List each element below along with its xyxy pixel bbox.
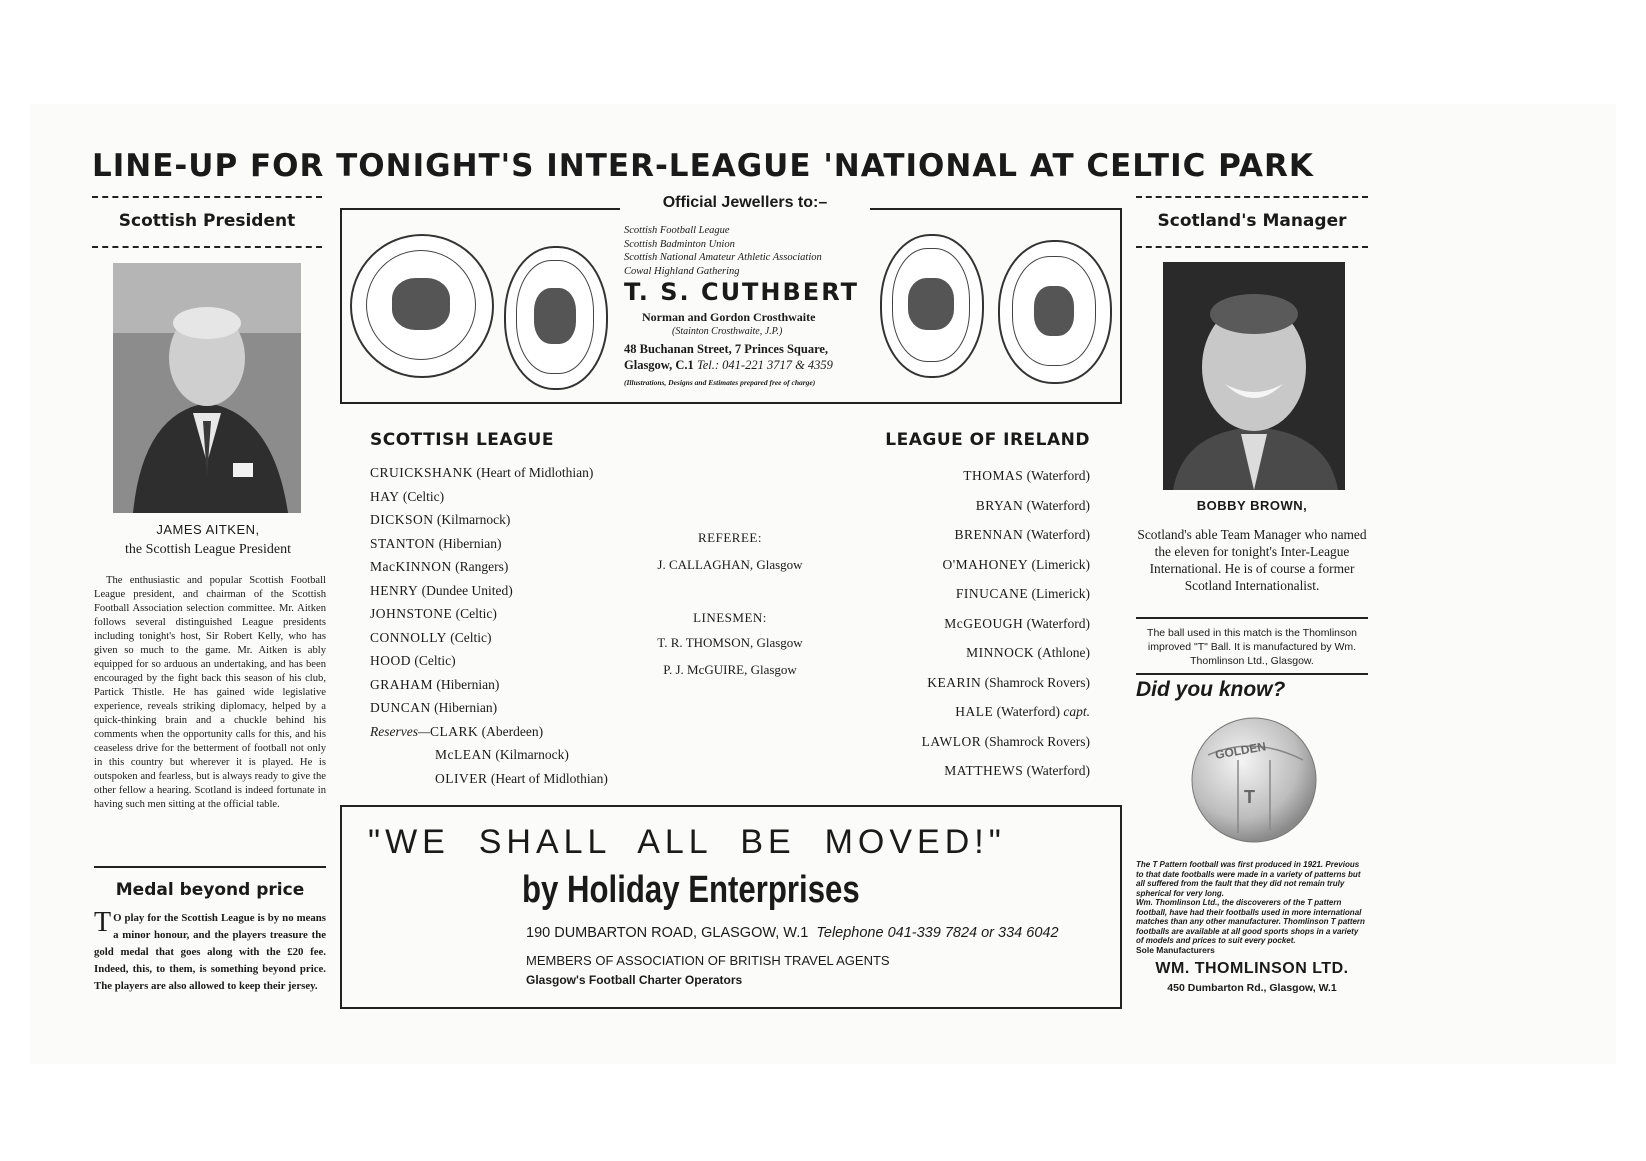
referee-name: J. CALLAGHAN, Glasgow xyxy=(657,557,803,572)
did-you-know-heading: Did you know? xyxy=(1136,678,1286,701)
ad-phone: Telephone 041-339 7824 or 334 6042 xyxy=(816,925,1059,941)
holiday-enterprises-advert xyxy=(340,805,1122,1009)
league-of-ireland-list xyxy=(850,461,1090,786)
brown-bio: Scotland's able Team Manager who named the eleven for tonight's Inter-League International. He is of course a former Scotland Internationalist. xyxy=(1137,527,1367,593)
jeweller-phone: Tel.: 041-221 3717 & 4359 xyxy=(696,358,833,372)
bobby-brown-photo xyxy=(1163,262,1345,490)
list-item: DICKSON (Kilmarnock) xyxy=(370,512,511,527)
list-item: THOMAS (Waterford) xyxy=(963,468,1090,483)
org-item: Scottish Football League xyxy=(624,225,730,236)
list-item: MATTHEWS (Waterford) xyxy=(944,763,1090,778)
ad-company: by Holiday Enterprises xyxy=(522,869,860,911)
divider xyxy=(1136,673,1368,675)
list-item: McGEOUGH (Waterford) xyxy=(944,615,1090,631)
captain-marker: capt. xyxy=(1063,704,1090,719)
list-item: CONNOLLY (Celtic) xyxy=(370,629,492,645)
list-item: FINUCANE (Limerick) xyxy=(955,586,1090,601)
sole-manufacturers-label: Sole Manufacturers xyxy=(1136,945,1215,955)
page-headline: LINE-UP FOR TONIGHT'S INTER-LEAGUE 'NATIONAL AT CELTIC PARK xyxy=(92,148,1314,184)
list-item: STANTON (Hibernian) xyxy=(370,535,502,551)
jeweller-address-1: 48 Buchanan Street, 7 Princes Square, xyxy=(624,342,829,356)
medal-text xyxy=(94,907,326,995)
list-item: GRAHAM (Hibernian) xyxy=(370,676,500,692)
reserve-item: OLIVER (Heart of Midlothian) xyxy=(435,770,608,786)
jeweller-company: T. S. CUTHBERT xyxy=(624,278,859,306)
list-item: HOOD (Celtic) xyxy=(370,653,456,668)
maker-address: 450 Dumbarton Rd., Glasgow, W.1 xyxy=(1167,982,1337,994)
list-item: MacKINNON (Rangers) xyxy=(370,559,509,574)
ball-letter: T xyxy=(1244,787,1255,807)
aitken-bio: The enthusiastic and popular Scottish Football League president, and chairman of the Scottish Football Association selection committee. Mr. Aitken follows several distinguished League presidents including tonight's host, Sir Robert Kelly, who has given so much to the game. Mr. Aitken is ably equipped for so arduous an undertaking, and has been encouraged by the fight back this season of his club, Partick Thistle. He has gained wide legislative experience, reveals striking diplomacy, helped by a quick-thinking brain and a chuckle behind his comments when the opportunity calls for this, and his ceaseless drive for the betterment of football not only in this country but wherever it is played. He is outspoken and fearless, but is always ready to give the other fellow a hearing. Scotland is indeed fortunate in having such men sitting at the official table. xyxy=(94,575,326,810)
scotlands-manager-box xyxy=(1136,196,1368,248)
league-of-ireland-heading: LEAGUE OF IRELAND xyxy=(885,430,1090,450)
ball-brand-text: GOLDEN xyxy=(1214,739,1268,762)
list-item: JOHNSTONE (Celtic) xyxy=(370,606,497,621)
jeweller-owners-note: (Stainton Crosthwaite, J.P.) xyxy=(672,326,783,337)
maker-name: WM. THOMLINSON LTD. xyxy=(1155,960,1349,977)
james-aitken-photo xyxy=(113,263,301,513)
divider xyxy=(94,866,326,868)
ad-slogan: "WE SHALL ALL BE MOVED!" xyxy=(368,823,1006,861)
list-item: O'MAHONEY (Limerick) xyxy=(942,556,1090,572)
ball-fine-print xyxy=(1136,860,1368,946)
list-item: DUNCAN (Hibernian) xyxy=(370,700,498,715)
divider xyxy=(1136,617,1368,619)
ad-members: MEMBERS OF ASSOCIATION OF BRITISH TRAVEL AGENTS xyxy=(526,953,890,968)
linesman-1: T. R. THOMSON, Glasgow xyxy=(657,635,803,650)
jeweller-address-2 xyxy=(624,358,884,373)
medal-title: Medal beyond price xyxy=(115,880,305,900)
glasgow-cup-crest-icon xyxy=(880,234,984,378)
football-image xyxy=(1188,715,1320,845)
fine-print-2: Wm. Thomlinson Ltd., the discoverers of the T pattern football, have had their footballs used in more international matches than any other manufacturer. Thomlinson T pattern footballs are available at all good sports shops in a variety of models and prices to suit every pocket. xyxy=(1136,898,1365,945)
org-item: Cowal Highland Gathering xyxy=(624,265,740,277)
list-item: MINNOCK (Athlone) xyxy=(966,645,1090,660)
jeweller-city: Glasgow, C.1 xyxy=(624,358,694,372)
portrait-photo-icon xyxy=(1163,262,1345,490)
jeweller-org-list xyxy=(624,224,874,278)
list-item: BRENNAN (Waterford) xyxy=(954,527,1090,542)
jeweller-owners: Norman and Gordon Crosthwaite xyxy=(642,310,816,324)
list-item: BRYAN (Waterford) xyxy=(975,497,1090,513)
glasgow-charity-cup-crest-icon xyxy=(504,246,608,390)
list-item: HALE (Waterford) capt. xyxy=(955,704,1090,719)
referee-label: REFEREE: xyxy=(698,530,762,545)
org-item: Scottish Badminton Union xyxy=(624,238,735,250)
brown-caption-name: BOBBY BROWN, xyxy=(1196,498,1308,513)
scottish-president-title: Scottish President xyxy=(118,211,296,231)
list-item: HENRY (Dundee United) xyxy=(370,582,513,598)
aitken-caption-role: the Scottish League President xyxy=(124,542,292,557)
medal-dropcap: T xyxy=(94,907,112,938)
medal-body: O play for the Scottish League is by no means a minor honour, and the players treasure the gold medal that goes along with the £20 fee. Indeed, this, to them, is something beyond price. The players are also allowed to keep their jersey. xyxy=(94,912,326,992)
portrait-photo-icon xyxy=(113,263,301,513)
jeweller-note: (Illustrations, Designs and Estimates prepared free of charge) xyxy=(624,378,816,387)
scotlands-manager-title: Scotland's Manager xyxy=(1157,211,1347,231)
scottish-football-league-crest-icon xyxy=(998,240,1112,384)
reserve-item: McLEAN (Kilmarnock) xyxy=(435,747,569,762)
jeweller-advert xyxy=(340,208,1122,404)
football-icon xyxy=(1188,715,1320,845)
ad-contact xyxy=(526,925,1116,941)
jeweller-heading: Official Jewellers to:– xyxy=(620,194,870,212)
list-item: KEARIN (Shamrock Rovers) xyxy=(927,674,1090,690)
reserve-item: Reserves—CLARK (Aberdeen) xyxy=(370,723,544,739)
reserves-label: Reserves— xyxy=(370,723,430,739)
scottish-league-list xyxy=(370,461,650,790)
list-item: CRUICKSHANK (Heart of Midlothian) xyxy=(370,465,594,480)
list-item: LAWLOR (Shamrock Rovers) xyxy=(921,733,1090,749)
list-item: HAY (Celtic) xyxy=(370,488,445,504)
ad-tagline: Glasgow's Football Charter Operators xyxy=(526,973,743,987)
aitken-caption-name: JAMES AITKEN, xyxy=(156,522,260,537)
fine-print-1: The T Pattern football was first produced in 1921. Previous to that date footballs were made in a variety of patterns but all suffered from the fault that they did not remain truly spherical for very long. xyxy=(1136,860,1361,898)
ball-note: The ball used in this match is the Thomlinson improved "T" Ball. It is manufactured by Wm. Thomlinson Ltd., Glasgow. xyxy=(1147,627,1357,667)
linesman-2: P. J. McGUIRE, Glasgow xyxy=(663,662,797,677)
ad-address: 190 DUMBARTON ROAD, GLASGOW, W.1 xyxy=(526,925,809,941)
scottish-league-heading: SCOTTISH LEAGUE xyxy=(370,430,554,450)
scottish-president-box xyxy=(92,196,322,248)
scottish-league-championship-crest-icon xyxy=(350,234,494,378)
linesmen-label: LINESMEN: xyxy=(693,610,767,625)
org-item: Scottish National Amateur Athletic Association xyxy=(624,252,822,263)
